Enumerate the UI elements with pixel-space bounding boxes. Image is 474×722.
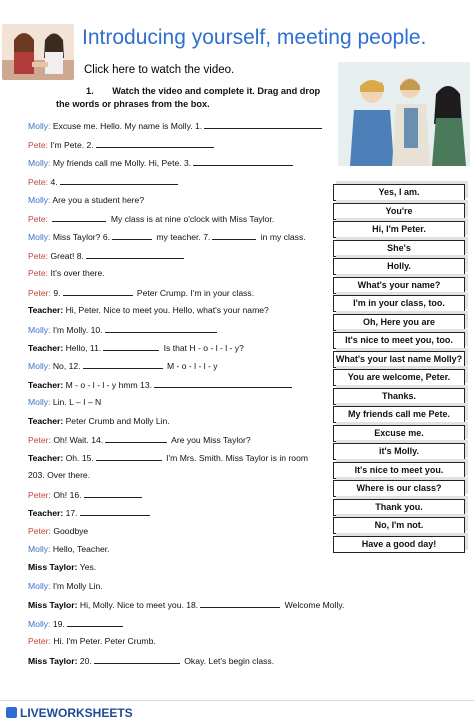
speaker: Miss Taylor: bbox=[28, 656, 78, 666]
draggable-answer[interactable]: It's nice to meet you. bbox=[333, 462, 465, 479]
line-text: My class is at nine o'clock with Miss Taylor. bbox=[110, 214, 275, 224]
instruction-number: 1. bbox=[86, 86, 94, 96]
line-text: Oh! Wait. 14. bbox=[53, 435, 104, 445]
draggable-answer[interactable]: No, I'm not. bbox=[333, 517, 465, 534]
speaker: Molly: bbox=[28, 361, 51, 371]
speaker: Teacher: bbox=[28, 305, 64, 315]
line-text: Are you Miss Taylor? bbox=[171, 435, 251, 445]
dialogue-line-23 bbox=[28, 526, 88, 537]
speaker: Teacher: bbox=[28, 416, 64, 426]
line-text: Hello, Teacher. bbox=[52, 544, 110, 554]
line-text: It's over there. bbox=[50, 268, 105, 278]
dialogue-line-4 bbox=[28, 176, 180, 188]
line-text: I'm Pete. 2. bbox=[50, 140, 94, 150]
line-text: my teacher. 7. bbox=[156, 232, 211, 242]
draggable-answer[interactable]: What's your last name Molly? bbox=[333, 351, 465, 368]
answer-blank-1[interactable] bbox=[204, 120, 322, 129]
dialogue-line-6 bbox=[28, 213, 274, 225]
draggable-answer[interactable]: Where is our class? bbox=[333, 480, 465, 497]
line-text: Okay. Let's begin class. bbox=[184, 656, 275, 666]
speaker: Molly: bbox=[28, 544, 51, 554]
speaker: Molly: bbox=[28, 121, 51, 131]
line-text: M - o - l - l - y hmm 13. bbox=[65, 380, 152, 390]
answer-blank-10[interactable] bbox=[105, 324, 217, 333]
line-text: Oh. 15. bbox=[65, 453, 94, 463]
speaker: Pete: bbox=[28, 140, 49, 150]
dialogue-line-24 bbox=[28, 544, 110, 555]
speaker: Molly: bbox=[28, 581, 51, 591]
dialogue-line-13 bbox=[28, 342, 244, 354]
dialogue-line-16 bbox=[28, 397, 101, 408]
draggable-answer[interactable]: Thank you. bbox=[333, 499, 465, 516]
answer-blank-15[interactable] bbox=[96, 452, 162, 461]
answer-blank-7[interactable] bbox=[212, 231, 256, 240]
dialogue-line-12 bbox=[28, 324, 219, 336]
line-text: Peter Crump. I'm in your class. bbox=[136, 288, 255, 298]
line-text: Peter Crumb and Molly Lin. bbox=[65, 416, 170, 426]
speaker: Molly: bbox=[28, 232, 51, 242]
header-illustration bbox=[2, 24, 74, 80]
answer-blank-11[interactable] bbox=[103, 342, 159, 351]
speaker: Teacher: bbox=[28, 508, 64, 518]
speaker: Molly: bbox=[28, 619, 51, 629]
line-text: in my class. bbox=[260, 232, 306, 242]
draggable-answer[interactable]: What's your name? bbox=[333, 277, 465, 294]
dialogue-line-2 bbox=[28, 139, 216, 151]
line-text: My friends call me Molly. Hi, Pete. 3. bbox=[52, 158, 192, 168]
draggable-answer[interactable]: Oh, Here you are bbox=[333, 314, 465, 331]
line-text: Hi, Peter. Nice to meet you. Hello, what's your name? bbox=[65, 305, 269, 315]
line-text: 19. bbox=[52, 619, 65, 629]
line-text: I'm Mrs. Smith. Miss Taylor is in room bbox=[166, 453, 309, 463]
dialogue-line-8 bbox=[28, 250, 186, 262]
dialogue-line-11 bbox=[28, 305, 269, 316]
line-text: Excuse me. Hello. My name is Molly. 1. bbox=[52, 121, 203, 131]
line-text: I'm Molly Lin. bbox=[52, 581, 103, 591]
speaker: Peter: bbox=[28, 526, 51, 536]
answer-blank-13[interactable] bbox=[154, 379, 292, 388]
speaker: Molly: bbox=[28, 195, 51, 205]
speaker: Peter: bbox=[28, 288, 51, 298]
footer-divider bbox=[0, 700, 474, 701]
dialogue-line-1 bbox=[28, 120, 324, 132]
line-text: Miss Taylor? 6. bbox=[52, 232, 110, 242]
dialogue-line-14 bbox=[28, 360, 218, 372]
line-text: Great! 8. bbox=[50, 251, 84, 261]
speaker: Miss Taylor: bbox=[28, 600, 78, 610]
draggable-answer[interactable]: Yes, I am. bbox=[333, 184, 465, 201]
line-text: 4. bbox=[50, 177, 58, 187]
dialogue-line-30 bbox=[28, 655, 274, 667]
answer-blank-16[interactable] bbox=[84, 489, 142, 498]
draggable-answer[interactable]: I'm in your class, too. bbox=[333, 295, 465, 312]
line-text: Are you a student here? bbox=[52, 195, 145, 205]
line-text: 20. bbox=[79, 656, 92, 666]
instruction-text: Watch the video and complete it. Drag and drop the words or phrases from the box. bbox=[56, 86, 321, 109]
answer-blank-4[interactable] bbox=[60, 176, 178, 185]
line-text: Hi, Molly. Nice to meet you. 18. bbox=[79, 600, 199, 610]
dialogue-line-21 bbox=[28, 489, 144, 501]
line-text: 17. bbox=[65, 508, 78, 518]
dialogue-line-22 bbox=[28, 507, 152, 519]
speaker: Pete: bbox=[28, 177, 49, 187]
draggable-answer[interactable]: Holly. bbox=[333, 258, 465, 275]
answer-blank-2[interactable] bbox=[96, 139, 214, 148]
dialogue-line-15 bbox=[28, 379, 294, 391]
line-text: Lin. L – I – N bbox=[52, 397, 102, 407]
draggable-answer[interactable]: You are welcome, Peter. bbox=[333, 369, 465, 386]
dialogue-line-28 bbox=[28, 618, 125, 630]
dialogue-line-9 bbox=[28, 268, 105, 279]
draggable-answer[interactable]: You're bbox=[333, 203, 465, 220]
line-text: 203. Over there. bbox=[28, 470, 91, 480]
answer-blank-12[interactable] bbox=[83, 360, 163, 369]
instructions bbox=[56, 85, 331, 111]
dialogue-line-10 bbox=[28, 287, 254, 299]
line-text: Hello, 11. bbox=[65, 343, 102, 353]
speaker: Molly: bbox=[28, 325, 51, 335]
speaker: Pete: bbox=[28, 268, 49, 278]
dialogue-line-19 bbox=[28, 452, 308, 464]
liveworksheets-logo-icon bbox=[6, 707, 17, 718]
dialogue-line-29 bbox=[28, 636, 156, 647]
draggable-answer[interactable]: Thanks. bbox=[333, 388, 465, 405]
line-text: I'm Molly. 10. bbox=[52, 325, 103, 335]
speaker: Pete: bbox=[28, 251, 49, 261]
speaker: Teacher: bbox=[28, 380, 64, 390]
line-text: Goodbye bbox=[53, 526, 89, 536]
draggable-answer[interactable]: Hi, I'm Peter. bbox=[333, 221, 465, 238]
draggable-answer[interactable]: My friends call me Pete. bbox=[333, 406, 465, 423]
draggable-answer[interactable]: It's nice to meet you, too. bbox=[333, 332, 465, 349]
draggable-answer[interactable]: She's bbox=[333, 240, 465, 257]
speaker: Pete: bbox=[28, 214, 49, 224]
draggable-answer[interactable]: it's Molly. bbox=[333, 443, 465, 460]
answer-blank-9[interactable] bbox=[63, 287, 133, 296]
answer-blank-8[interactable] bbox=[86, 250, 184, 259]
answer-blank-14[interactable] bbox=[105, 434, 167, 443]
speaker: Molly: bbox=[28, 158, 51, 168]
speaker: Miss Taylor: bbox=[28, 562, 78, 572]
answer-blank-17[interactable] bbox=[80, 507, 150, 516]
line-text: 9. bbox=[53, 288, 61, 298]
answer-blank-18[interactable] bbox=[200, 599, 280, 608]
dialogue-line-5 bbox=[28, 195, 144, 206]
draggable-answer[interactable]: Excuse me. bbox=[333, 425, 465, 442]
brand[interactable] bbox=[6, 706, 133, 720]
speaker: Peter: bbox=[28, 636, 51, 646]
page-title: Introducing yourself, meeting people. bbox=[82, 26, 427, 49]
video-link[interactable]: Click here to watch the video. bbox=[84, 64, 235, 76]
answer-blank-5[interactable] bbox=[52, 213, 106, 222]
dialogue-line-20 bbox=[28, 470, 90, 481]
line-text: Welcome Molly. bbox=[284, 600, 345, 610]
draggable-answer[interactable]: Have a good day! bbox=[333, 536, 465, 553]
dialogue-line-27 bbox=[28, 599, 344, 611]
dialogue-line-17 bbox=[28, 416, 170, 427]
line-text: Oh! 16. bbox=[53, 490, 82, 500]
answer-blank-20[interactable] bbox=[94, 655, 180, 664]
brand-name: LIVEWORKSHEETS bbox=[20, 706, 133, 720]
dialogue-line-26 bbox=[28, 581, 103, 592]
speaker: Peter: bbox=[28, 490, 51, 500]
line-text: Hi. I'm Peter. Peter Crumb. bbox=[53, 636, 156, 646]
answer-blank-3[interactable] bbox=[193, 157, 293, 166]
speaker: Teacher: bbox=[28, 343, 64, 353]
dialogue-line-18 bbox=[28, 434, 251, 446]
dialogue-line-7 bbox=[28, 231, 306, 243]
speaker: Molly: bbox=[28, 397, 51, 407]
line-text: No, 12. bbox=[52, 361, 81, 371]
dialogue-line-3 bbox=[28, 157, 295, 169]
students-illustration bbox=[338, 62, 470, 166]
answer-blank-6[interactable] bbox=[112, 231, 152, 240]
speaker: Teacher: bbox=[28, 453, 64, 463]
line-text: Is that H - o - l - l - y? bbox=[163, 343, 244, 353]
speaker: Peter: bbox=[28, 435, 51, 445]
line-text: M - o - l - l - y bbox=[166, 361, 218, 371]
dialogue-line-25 bbox=[28, 562, 96, 573]
answer-blank-19[interactable] bbox=[67, 618, 123, 627]
line-text: Yes. bbox=[79, 562, 97, 572]
